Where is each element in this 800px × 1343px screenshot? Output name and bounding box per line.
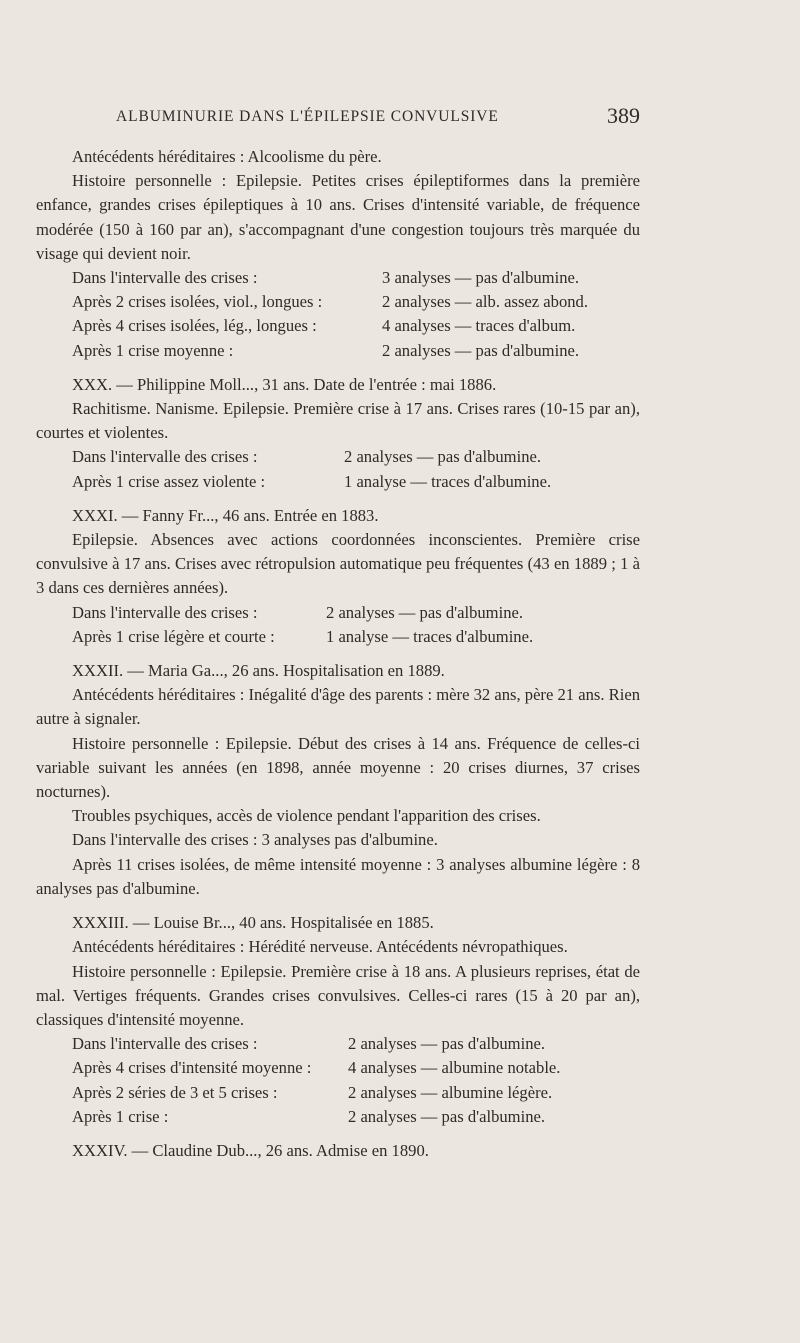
analysis-row bbox=[36, 1105, 640, 1129]
analysis-condition: Après 1 crise légère et courte : bbox=[72, 626, 275, 646]
analysis-row bbox=[36, 470, 640, 494]
paragraph: Dans l'intervalle des crises : 3 analyses pas d'albumine. bbox=[72, 830, 438, 850]
case-title: XXX. — Philippine Moll..., 31 ans. Date de l'entrée : mai 1886. bbox=[72, 374, 497, 394]
paragraph: Antécédents héréditaires : Inégalité d'âge des parents : mère 32 ans, père 21 ans. Rien autre à signaler. bbox=[36, 685, 640, 729]
analysis-result: 2 analyses — pas d'albumine. bbox=[382, 340, 580, 360]
analysis-result: 1 analyse — traces d'albumine. bbox=[326, 626, 534, 646]
analysis-result: 2 analyses — pas d'albumine. bbox=[326, 602, 524, 622]
paragraph: Histoire personnelle : Epilepsie. Première crise à 18 ans. A plusieurs reprises, état de mal. Vertiges fréquents. Grandes crises convulsives. Celles-ci rares (15 à 20 par an), classiques d'intensité moyenne. bbox=[36, 961, 640, 1029]
analysis-result: 2 analyses — albumine légère. bbox=[348, 1082, 553, 1102]
analysis-condition: Après 4 crises isolées, lég., longues : bbox=[72, 316, 317, 336]
analysis-condition: Dans l'intervalle des crises : bbox=[72, 447, 258, 467]
analysis-result: 1 analyse — traces d'albumine. bbox=[344, 471, 552, 491]
analysis-row bbox=[36, 1056, 640, 1080]
analysis-result: 2 analyses — pas d'albumine. bbox=[348, 1034, 546, 1054]
paragraph: Après 11 crises isolées, de même intensité moyenne : 3 analyses albumine légère : 8 analyses pas d'albumine. bbox=[36, 854, 640, 898]
analysis-row bbox=[36, 339, 640, 363]
analysis-row bbox=[36, 1081, 640, 1105]
analysis-condition: Après 2 séries de 3 et 5 crises : bbox=[72, 1082, 278, 1102]
case-title: XXXI. — Fanny Fr..., 46 ans. Entrée en 1883. bbox=[72, 505, 379, 525]
analysis-result: 3 analyses — pas d'albumine. bbox=[382, 268, 580, 288]
analysis-result: 2 analyses — alb. assez abond. bbox=[382, 292, 588, 312]
analysis-result: 2 analyses — pas d'albumine. bbox=[344, 447, 542, 467]
paragraph: Antécédents héréditaires : Hérédité nerveuse. Antécédents névropathiques. bbox=[72, 937, 568, 957]
page-header bbox=[36, 103, 640, 137]
analysis-row bbox=[36, 625, 640, 649]
page-number: 389 bbox=[607, 103, 640, 128]
analysis-condition: Après 1 crise : bbox=[72, 1106, 169, 1126]
analysis-result: 2 analyses — pas d'albumine. bbox=[348, 1106, 546, 1126]
analysis-condition: Après 4 crises d'intensité moyenne : bbox=[72, 1058, 312, 1078]
body-text bbox=[36, 145, 640, 1163]
paragraph: Histoire personnelle : Epilepsie. Petites crises épileptiformes dans la première enfance, grandes crises épileptiques à 10 ans. Crises d'intensité variable, de fréquence modérée (150 à 160 par an), s'accompagnant d'une congestion toujours très marquée du visage qui devient noir. bbox=[36, 171, 640, 263]
paragraph: Rachitisme. Nanisme. Epilepsie. Première crise à 17 ans. Crises rares (10-15 par an), courtes et violentes. bbox=[36, 399, 640, 443]
analysis-row bbox=[36, 445, 640, 469]
analysis-row bbox=[36, 1032, 640, 1056]
case-title: XXXIII. — Louise Br..., 40 ans. Hospitalisée en 1885. bbox=[72, 913, 434, 933]
analysis-condition: Après 1 crise assez violente : bbox=[72, 471, 266, 491]
paragraph: Epilepsie. Absences avec actions coordonnées inconscientes. Première crise convulsive à 17 ans. Crises avec rétropulsion automatique peu fréquentes (43 en 1889 ; 1 à 3 dans ces dernières années). bbox=[36, 530, 640, 598]
analysis-row bbox=[36, 290, 640, 314]
analysis-condition: Dans l'intervalle des crises : bbox=[72, 602, 258, 622]
paragraph: Antécédents héréditaires : Alcoolisme du père. bbox=[72, 147, 382, 166]
running-title: ALBUMINURIE DANS L'ÉPILEPSIE CONVULSIVE bbox=[116, 108, 499, 125]
analysis-condition: Dans l'intervalle des crises : bbox=[72, 268, 258, 288]
analysis-result: 4 analyses — traces d'album. bbox=[382, 316, 576, 336]
analysis-condition: Après 1 crise moyenne : bbox=[72, 340, 234, 360]
case-title: XXXII. — Maria Ga..., 26 ans. Hospitalisation en 1889. bbox=[72, 661, 445, 681]
paragraph: Troubles psychiques, accès de violence pendant l'apparition des crises. bbox=[72, 806, 541, 826]
analysis-result: 4 analyses — albumine notable. bbox=[348, 1058, 561, 1078]
analysis-row bbox=[36, 314, 640, 338]
analysis-condition: Dans l'intervalle des crises : bbox=[72, 1034, 258, 1054]
analysis-condition: Après 2 crises isolées, viol., longues : bbox=[72, 292, 323, 312]
case-title: XXXIV. — Claudine Dub..., 26 ans. Admise en 1890. bbox=[72, 1140, 429, 1160]
analysis-row bbox=[36, 266, 640, 290]
paragraph: Histoire personnelle : Epilepsie. Début des crises à 14 ans. Fréquence de celles-ci variable suivant les années (en 1898, année moyenne : 20 crises diurnes, 37 crises nocturnes). bbox=[36, 733, 640, 802]
analysis-row bbox=[36, 601, 640, 625]
